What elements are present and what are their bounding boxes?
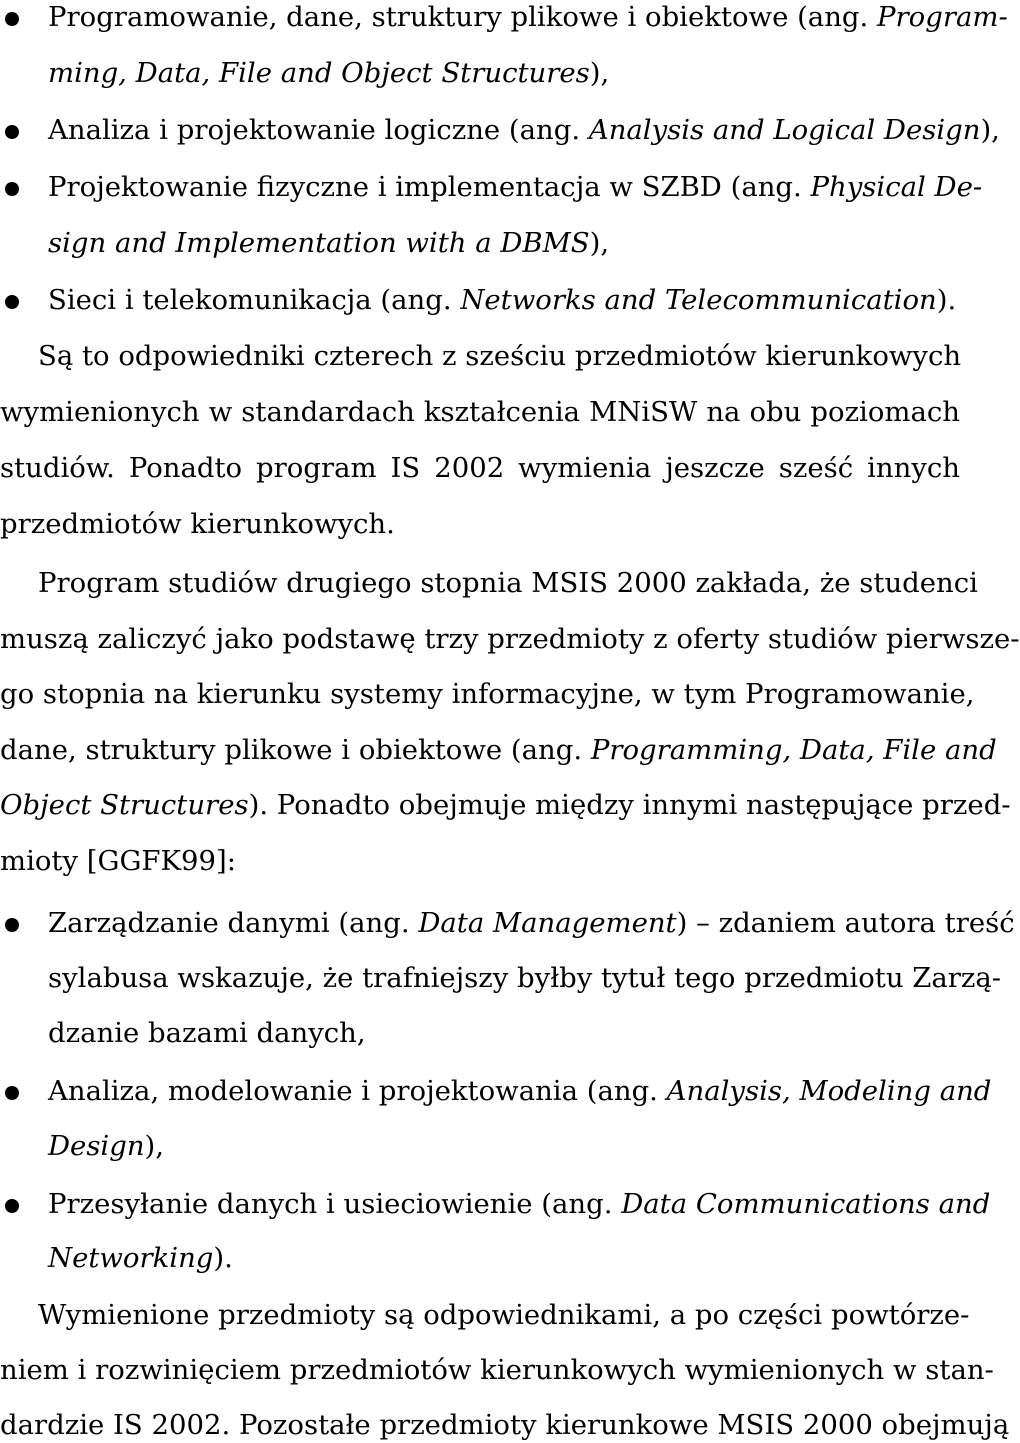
- bullet-icon: [5, 182, 19, 196]
- para2-line-6: mioty [GGFK99]:: [0, 845, 237, 877]
- para2-line-1: Program studiów drugiego stopnia MSIS 2000 zakłada, że studenci: [38, 567, 978, 599]
- para3-line-1: Wymienione przedmioty są odpowiednikami, a po części powtórze-: [38, 1299, 970, 1331]
- bullet-icon: [5, 1199, 19, 1213]
- bullet-icon: [5, 12, 19, 26]
- bullet-icon: [5, 1086, 19, 1100]
- list2-item-2-line-1: Analiza, modelowanie i projektowania (ang. Analysis, Modeling and: [48, 1074, 960, 1108]
- list2-item-1-line-3: dzanie bazami danych,: [48, 1017, 366, 1049]
- list1-item-4-line-1: Sieci i telekomunikacja (ang. Networks and Telecommunication).: [48, 283, 960, 317]
- list1-item-3-line-1: Projektowanie fizyczne i implementacja w SZBD (ang. Physical De-: [48, 170, 960, 204]
- list1-item-1-line-2: ming, Data, File and Object Structures),: [48, 57, 610, 89]
- para1-line-1: Są to odpowiedniki czterech z sześciu przedmiotów kierunkowych: [38, 340, 962, 372]
- para3-line-2: niem i rozwinięciem przedmiotów kierunkowych wymienionych w stan-: [0, 1354, 994, 1386]
- list1-item-2-line-1: Analiza i projektowanie logiczne (ang. Analysis and Logical Design),: [48, 113, 960, 147]
- bullet-icon: [5, 918, 19, 932]
- para1-line-2: wymienionych w standardach kształcenia MNiSW na obu poziomach: [0, 396, 960, 428]
- para2-line-5: Object Structures). Ponadto obejmuje między innymi następujące przed-: [0, 789, 1011, 821]
- para1-line-4: przedmiotów kierunkowych.: [0, 508, 395, 540]
- list2-item-3-line-1: Przesyłanie danych i usieciowienie (ang. Data Communications and: [48, 1187, 960, 1221]
- list1-item-1-line-1: Programowanie, dane, struktury plikowe i obiektowe (ang. Program-: [48, 0, 960, 34]
- list2-item-3-line-2: Networking).: [48, 1242, 233, 1274]
- bullet-icon: [5, 295, 19, 309]
- para3-line-3: dardzie IS 2002. Pozostałe przedmioty kierunkowe MSIS 2000 obejmują: [0, 1409, 1010, 1441]
- list1-item-3-line-2: sign and Implementation with a DBMS),: [48, 227, 610, 259]
- para2-line-4: dane, struktury plikowe i obiektowe (ang. Programming, Data, File and: [0, 734, 997, 766]
- list2-item-1-line-2: sylabusa wskazuje, że trafniejszy byłby tytuł tego przedmiotu Zarzą-: [48, 962, 1002, 994]
- bullet-icon: [5, 125, 19, 139]
- list2-item-1-line-1: Zarządzanie danymi (ang. Data Management) – zdaniem autora treść: [48, 906, 960, 940]
- para2-line-2: muszą zaliczyć jako podstawę trzy przedmioty z oferty studiów pierwsze-: [0, 623, 1020, 655]
- list2-item-2-line-2: Design),: [48, 1130, 165, 1162]
- para1-line-3: studiów. Ponadto program IS 2002 wymienia jeszcze sześć innych: [0, 452, 960, 484]
- para2-line-3: go stopnia na kierunku systemy informacyjne, w tym Programowanie,: [0, 678, 975, 710]
